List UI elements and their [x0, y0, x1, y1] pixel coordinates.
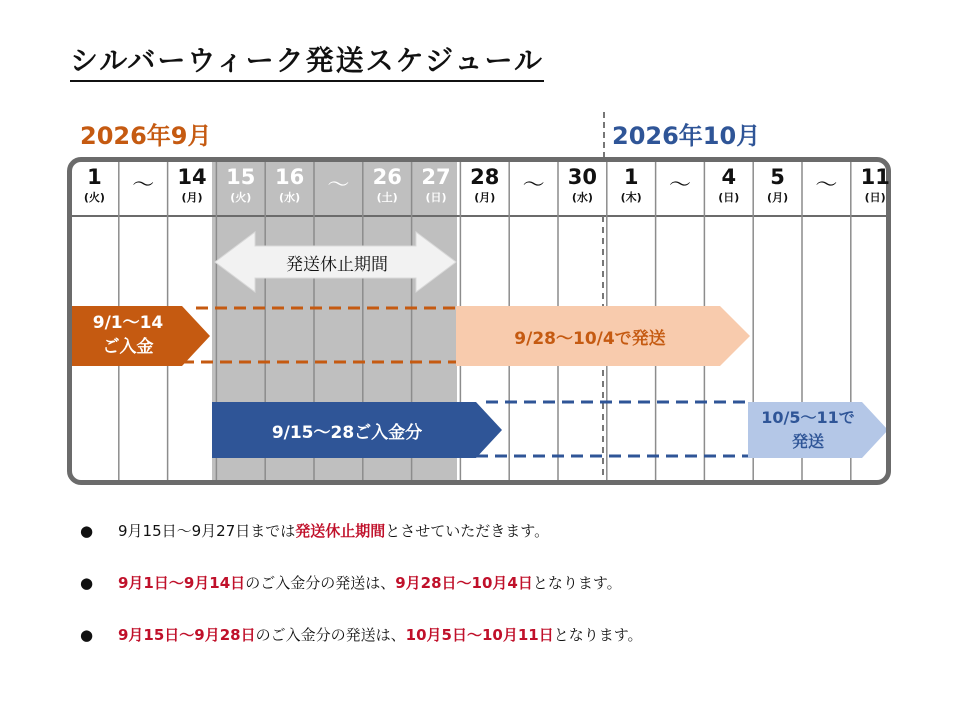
shipping-label-2-line2: 発送	[791, 432, 824, 451]
column-day: ～	[327, 173, 350, 198]
column-day: 27	[421, 165, 451, 189]
column-weekday: (月)	[181, 191, 203, 204]
month-label-september: 2026年9月	[80, 122, 212, 150]
column-day: ～	[815, 173, 838, 198]
column-day: 4	[721, 165, 737, 189]
column-header	[314, 166, 363, 206]
note-2-b: のご入金分の発送は、	[245, 574, 396, 592]
column-day: 15	[226, 165, 256, 189]
closed-period-label: 発送休止期間	[286, 255, 388, 275]
column-day: 11	[860, 165, 890, 189]
column-header	[851, 166, 900, 205]
note-1-c: とさせていただきます。	[385, 522, 550, 540]
month-label-october: 2026年10月	[612, 122, 761, 150]
payment-label-1-line2: ご入金	[102, 337, 154, 357]
column-day: ～	[522, 173, 545, 198]
column-weekday: (月)	[474, 191, 496, 204]
column-weekday: (日)	[864, 191, 886, 204]
column-day: ～	[668, 173, 691, 198]
shipping-label-2	[748, 406, 868, 454]
column-day: 16	[274, 165, 305, 189]
note-3-b: のご入金分の発送は、	[255, 626, 406, 644]
column-day: 14	[177, 165, 207, 189]
column-day: ～	[132, 173, 155, 198]
note-3-a: 9月15日～9月28日	[118, 626, 256, 644]
column-weekday: (水)	[279, 191, 301, 204]
column-header	[216, 166, 265, 205]
column-weekday: (火)	[230, 191, 252, 204]
column-header	[558, 166, 607, 205]
bullet-icon: ●	[80, 574, 94, 592]
column-header	[363, 166, 412, 205]
column-day: 26	[372, 165, 402, 189]
column-day: 5	[770, 165, 785, 189]
column-weekday: (日)	[425, 191, 447, 204]
column-header	[412, 166, 461, 205]
note-3-c: 10月5日～10月11日	[405, 626, 554, 644]
payment-label-2: 9/15～28ご入金分	[271, 423, 423, 443]
payment-label-1-line1: 9/1～14	[92, 313, 164, 333]
column-weekday: (火)	[83, 191, 105, 204]
column-day: 1	[87, 165, 102, 189]
column-weekday: (月)	[767, 191, 789, 204]
column-header	[265, 166, 314, 205]
column-header	[119, 166, 168, 206]
note-3	[80, 624, 643, 645]
column-header	[753, 166, 802, 205]
column-weekday: (水)	[571, 191, 593, 204]
page-title: シルバーウィーク発送スケジュール	[70, 44, 544, 82]
bullet-icon: ●	[80, 626, 94, 644]
shipping-label-1: 9/28～10/4で発送	[514, 329, 666, 349]
column-header	[704, 166, 753, 205]
column-header	[70, 166, 119, 205]
shipping-label-2-line1: 10/5～11で	[761, 408, 855, 427]
note-2-a: 9月1日～9月14日	[118, 574, 246, 592]
column-weekday: (日)	[718, 191, 740, 204]
note-2	[80, 572, 622, 593]
note-2-d: となります。	[532, 574, 622, 592]
column-weekday: (木)	[620, 191, 642, 204]
column-header	[607, 166, 656, 205]
column-day: 28	[470, 165, 500, 189]
column-day: 30	[567, 165, 598, 189]
column-header	[656, 166, 705, 206]
payment-label-1	[72, 311, 184, 359]
column-header	[509, 166, 558, 206]
note-3-d: となります。	[553, 626, 643, 644]
column-weekday: (土)	[376, 191, 398, 204]
column-header	[168, 166, 217, 205]
note-1	[80, 520, 549, 541]
column-header	[460, 166, 509, 205]
note-1-a: 9月15日～9月27日までは	[118, 522, 296, 540]
bullet-icon: ●	[80, 522, 94, 540]
column-day: 1	[623, 165, 639, 189]
column-header	[802, 166, 851, 206]
note-2-c: 9月28日～10月4日	[395, 574, 533, 592]
note-1-b: 発送休止期間	[295, 522, 386, 540]
